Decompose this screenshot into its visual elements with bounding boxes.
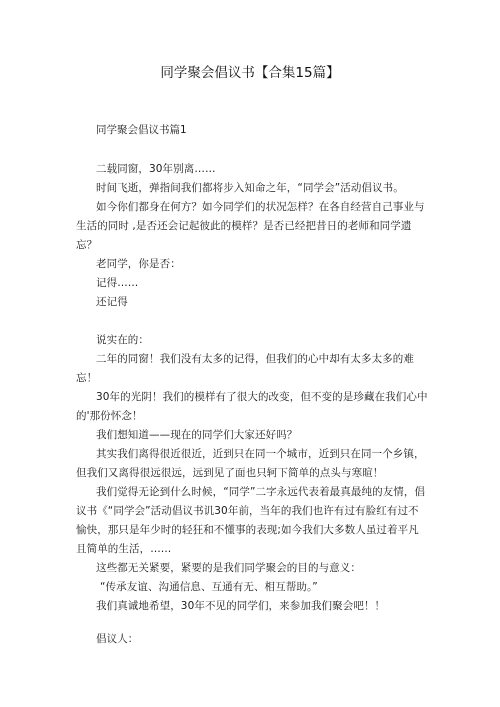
paragraph: 老同学，你是否：	[96, 258, 181, 270]
paragraph: 如今你们都身在何方？如今同学们的状况怎样？在各自经营自己事业与生活的同时 ,是否还会记起彼此的模样？是否已经把昔日的老师和同学遗忘？	[76, 201, 425, 251]
paragraph: 我们想知道——现在的同学们大家还好吗？	[96, 429, 298, 441]
paragraph: 这些都无关紧要，紧要的是我们同学聚会的目的与意义：	[96, 562, 361, 574]
document-body	[76, 160, 428, 649]
paragraph: 30年的光阴！我们的模样有了很大的改变，但不变的是珍藏在我们心中的'那份怀念！	[76, 391, 428, 422]
paragraph: 记得……	[96, 277, 139, 289]
quote-paragraph: “传承友谊、沟通信息、互通有无、相互帮助。”	[100, 581, 318, 593]
signature-label: 倡议人：	[96, 633, 139, 645]
paragraph: 我们真诚地希望，30年不见的同学们，来参加我们聚会吧！！	[96, 600, 386, 612]
document-title: 同学聚会倡议书【合集15篇】	[160, 65, 340, 81]
paragraph: 其实我们离得很近很近，近到只在同一个城市，近到只在同一个乡镇，但我们又离得很远很远，远到见了面也只轲下简单的点头与寒暄！	[76, 448, 425, 479]
paragraph: 二载同窗，30年别离……	[96, 163, 216, 175]
section-heading: 同学聚会倡议书篇1	[96, 124, 187, 136]
paragraph: 还记得	[96, 296, 128, 308]
paragraph: 二年的同窗！我们没有太多的记得，但我们的心中却有太多太多的难忘！	[76, 353, 414, 384]
paragraph: 说实在的：	[96, 334, 149, 346]
paragraph: 我们觉得无论到什么时候，“同学”二字永远代表着最真最纯的友情，倡议书《“同学会”活动倡议书讥30年前，当年的我们也许有过有脸红有过不愉快，那只是年少时的轻狂和不懂事的表现;如今我们大多数人虽过着平凡且简单的生活，……	[76, 486, 426, 555]
paragraph: 时间飞逝，弹指间我们都将步入知命之年，“同学会”活动倡议书。	[96, 182, 404, 194]
